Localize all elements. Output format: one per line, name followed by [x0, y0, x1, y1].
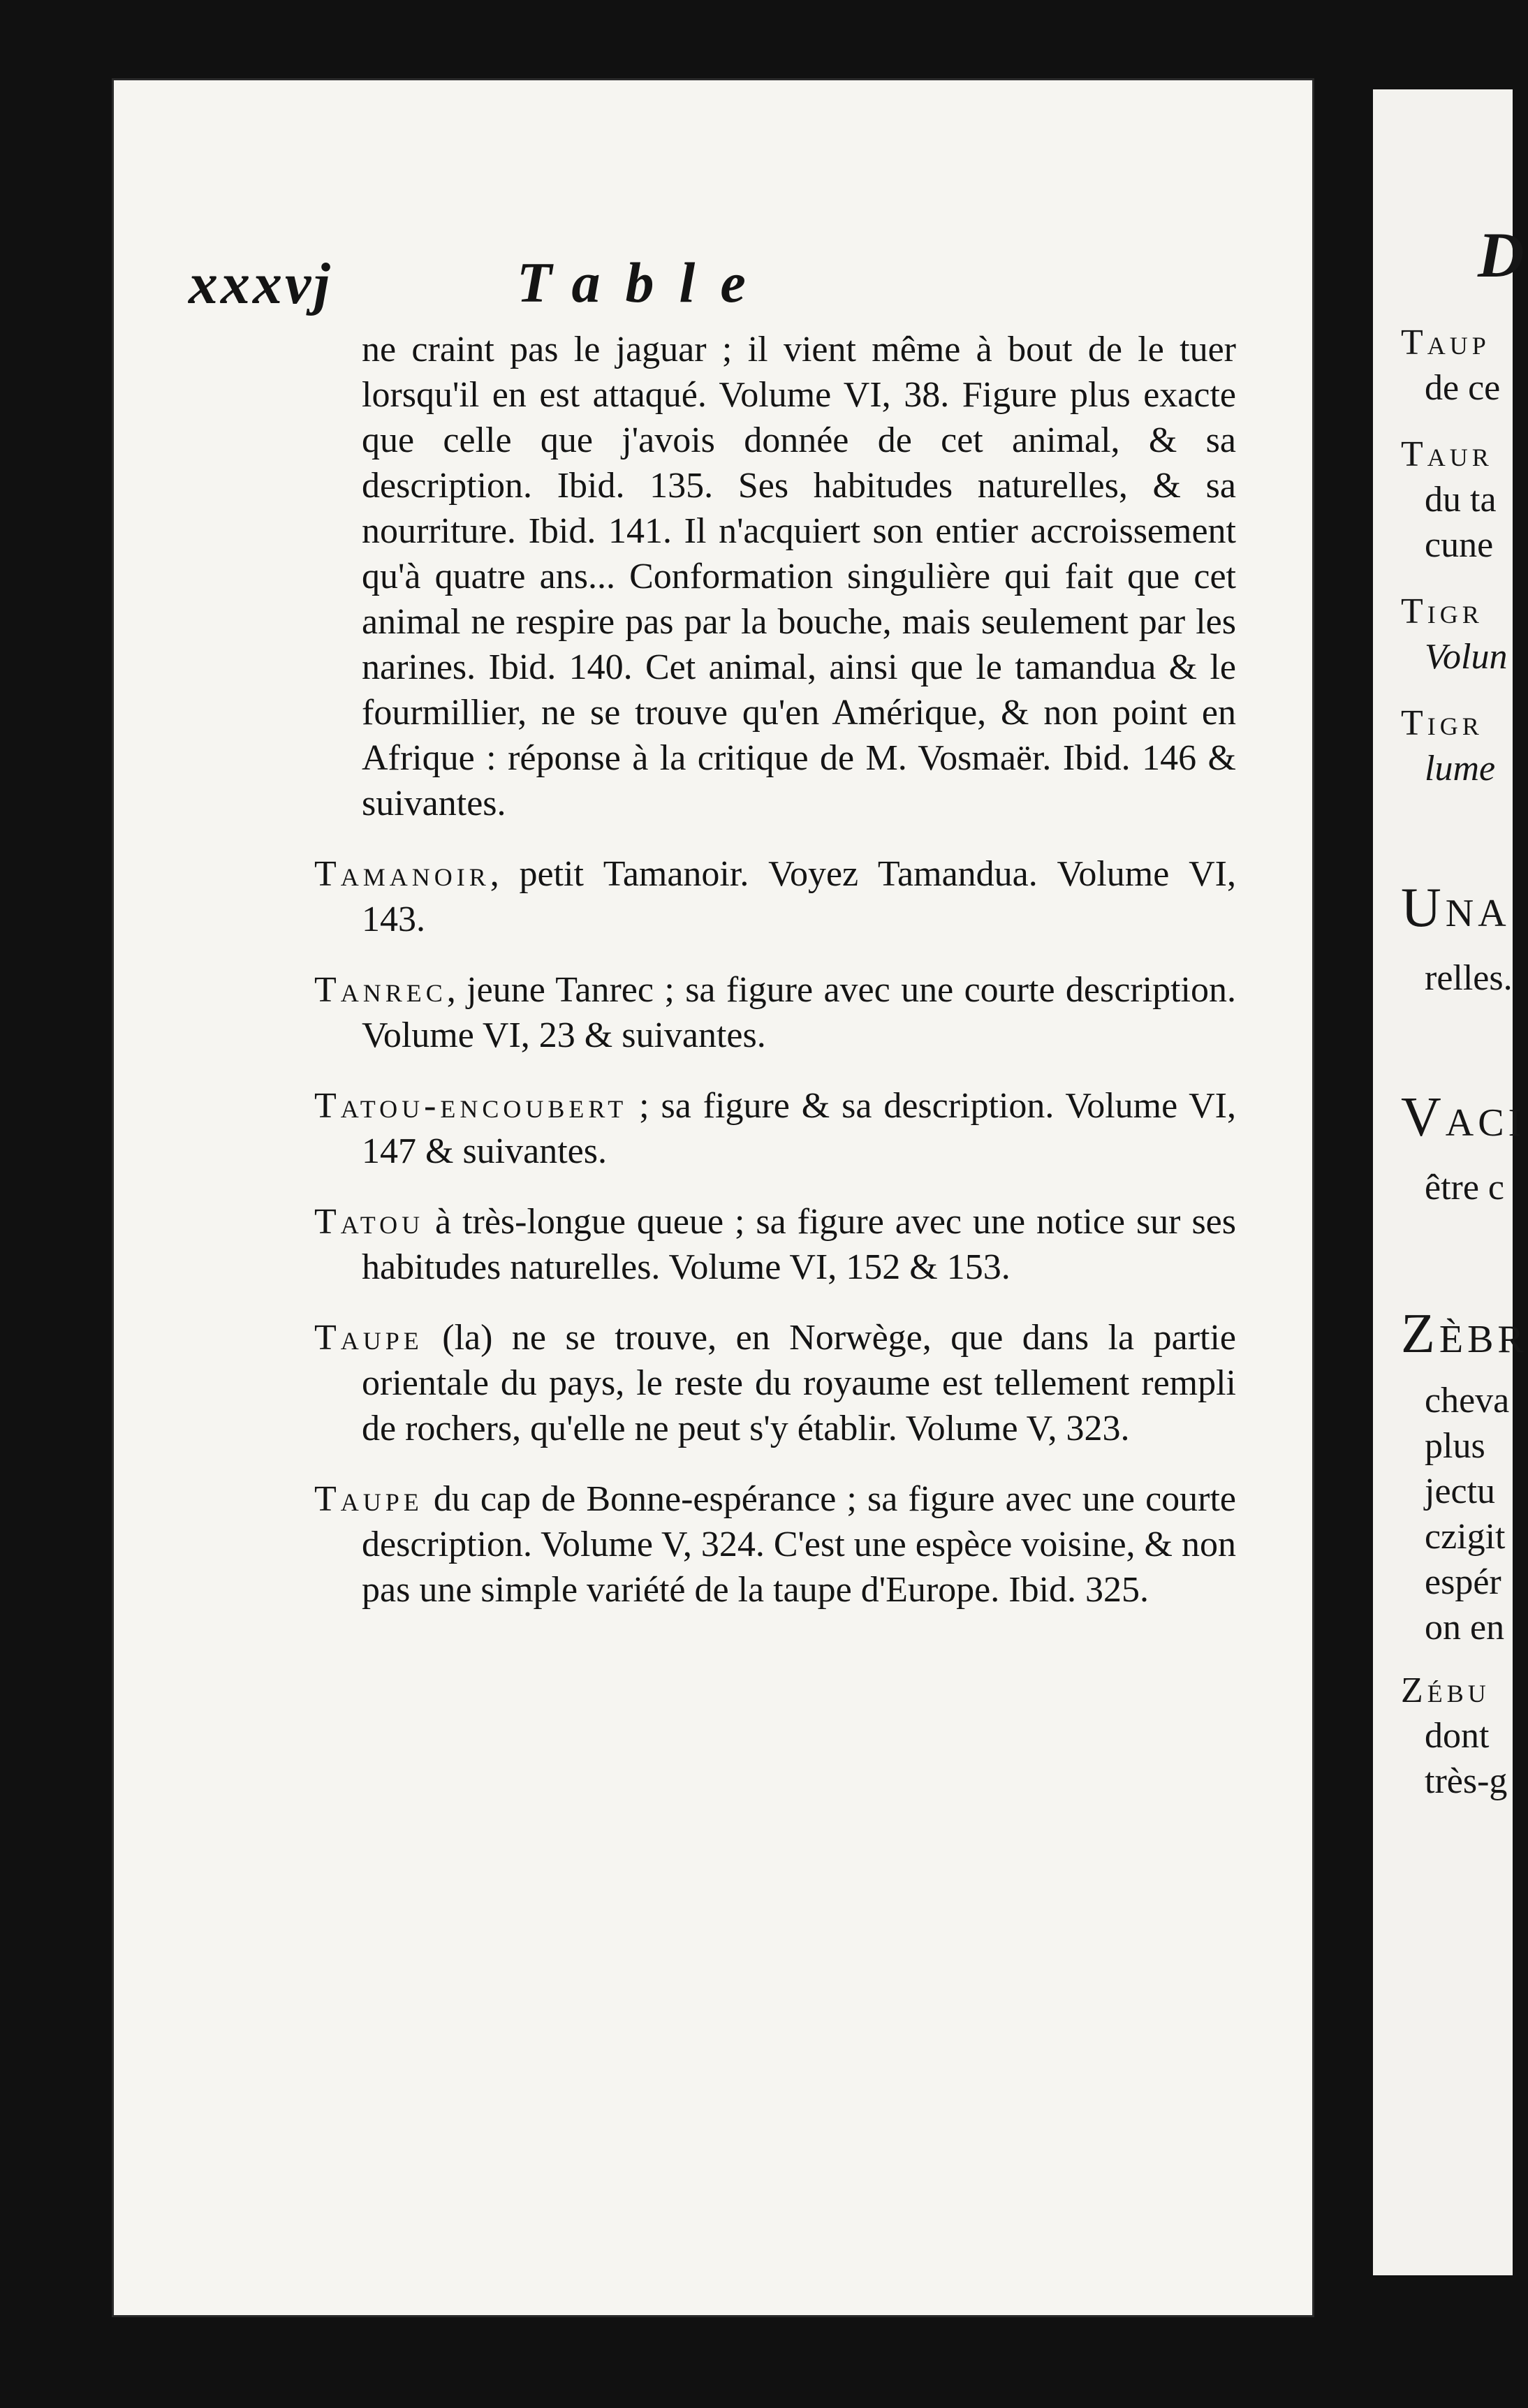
entry-text: ; sa figure & sa description. Volume VI, 147 & suivantes. — [362, 1086, 1236, 1171]
page-header — [189, 243, 1236, 327]
facing-line: espér — [1425, 1562, 1501, 1602]
index-entry-continuation — [314, 327, 1236, 826]
facing-line: Zébu — [1401, 1671, 1490, 1710]
facing-line: Vaci — [1401, 1087, 1526, 1148]
index-entry-tanrec — [314, 967, 1236, 1058]
facing-line: Volun — [1425, 637, 1508, 677]
index-entry-tamanoir — [314, 851, 1236, 942]
facing-line: Taup — [1401, 323, 1490, 362]
entry-text: à très-longue queue ; sa figure avec une notice sur ses habitudes naturelles. Volume VI, 152 & 153. — [362, 1202, 1236, 1287]
index-entries — [314, 327, 1236, 1638]
facing-line: Una — [1401, 877, 1511, 939]
facing-line: lume — [1425, 749, 1496, 788]
entry-headword: Tanrec — [314, 970, 447, 1010]
entry-headword: Tatou-encoubert — [314, 1086, 628, 1126]
entry-headword: Taupe — [314, 1479, 423, 1519]
facing-line: cune — [1425, 525, 1494, 565]
facing-line: cheva — [1425, 1381, 1510, 1420]
facing-line: être c — [1425, 1168, 1505, 1207]
index-entry-tatou-encoubert — [314, 1083, 1236, 1174]
entry-text: (la) ne se trouve, en Norwège, que dans la partie orientale du pays, le reste du royaume est tellement rempli de rochers, qu'elle ne peut s'y établir. Volume V, 323. — [362, 1318, 1236, 1448]
facing-line: du ta — [1425, 480, 1497, 520]
facing-line: Tigr — [1401, 703, 1483, 743]
facing-line: Taur — [1401, 434, 1493, 474]
entry-text: , jeune Tanrec ; sa figure avec une courte description. Volume VI, 23 & suivantes. — [362, 970, 1236, 1055]
facing-line: on en — [1425, 1608, 1505, 1647]
facing-line: Zèbr — [1401, 1303, 1528, 1365]
page-number: xxxvj — [189, 251, 333, 316]
facing-line: de ce — [1425, 368, 1501, 408]
entry-headword: Taupe — [314, 1318, 423, 1358]
facing-line: jectu — [1425, 1471, 1496, 1511]
entry-headword: Tamanoir — [314, 854, 490, 894]
index-entry-taupe-cap — [314, 1476, 1236, 1613]
entry-text: du cap de Bonne-espérance ; sa figure avec une courte description. Volume V, 324. C'est une espèce voisine, & non pas une simple variété de la taupe d'Europe. Ibid. 325. — [362, 1479, 1236, 1610]
facing-line: Tigr — [1401, 592, 1483, 631]
facing-line: dont — [1425, 1716, 1490, 1756]
facing-line: plus — [1425, 1426, 1485, 1466]
entry-headword: Tatou — [314, 1202, 425, 1242]
facing-running-letter: D — [1478, 219, 1525, 291]
running-title: Table — [517, 251, 771, 314]
index-entry-tatou-queue — [314, 1199, 1236, 1290]
entry-text: ne craint pas le jaguar ; il vient même à bout de le tuer lorsqu'il en est attaqué. Volume VI, 38. Figure plus exacte que celle que j'avois donnée de cet animal, & sa description. Ibid. 135. Ses habitudes naturelles, & sa nourriture. Ibid. 141. Il n'acquiert son entier accroissement qu'à quatre ans... Conformation singulière qui fait que cet animal ne respire pas par la bouche, mais seulement par les narines. Ibid. 140. Cet animal, ainsi que le tamandua & le fourmillier, ne se trouve qu'en Amérique, & non point en Afrique : réponse à la critique de M. Vosmaër. Ibid. 146 & suivantes. — [362, 330, 1236, 823]
facing-line: très-g — [1425, 1761, 1508, 1801]
facing-line: relles. — [1425, 958, 1513, 998]
entry-text: , petit Tamanoir. Voyez Tamandua. Volume VI, 143. — [362, 854, 1236, 939]
facing-page — [1373, 89, 1528, 2275]
facing-line: czigit — [1425, 1517, 1506, 1557]
index-entry-taupe — [314, 1315, 1236, 1451]
